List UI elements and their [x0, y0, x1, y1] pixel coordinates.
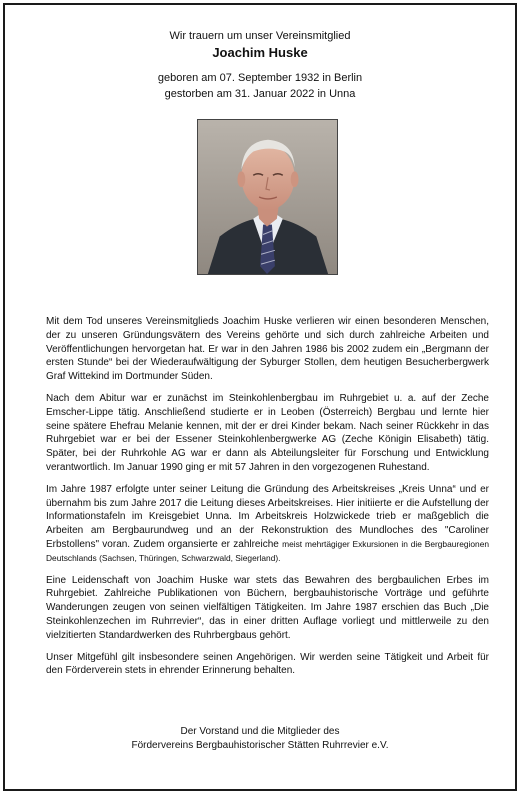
signature-line-1: Der Vorstand und die Mitglieder des: [180, 726, 340, 737]
portrait-illustration: [198, 120, 337, 274]
obituary-frame: [3, 3, 517, 791]
signature-line-2: Fördervereins Bergbauhistorischer Stätten Ruhrrevier e.V.: [131, 739, 389, 751]
paragraph-4: Eine Leidenschaft von Joachim Huske war stets das Bewahren des bergbaulichen Erbes im Ruhrgebiet. Zahlreiche Publikationen von Büchern, bergbauhistorische Vorträge und geführte Wanderungen zeugen von seinen vielfältigen Tätigkeiten. Im Jahre 1987 erschien das Buch „Die Steinkohlenzechen im Ruhrrevier“, das in einer dritten Auflage vorliegt und mittlerweile zu den vielzitierten Standardwerken des Ruhrbergbaus gehört.: [46, 574, 489, 641]
deceased-name: Joachim Huske: [212, 45, 308, 60]
paragraph-5: Unser Mitgefühl gilt insbesondere seinen Angehörigen. Wir werden seine Tätigkeit und Arbeit für den Förderverein stets in ehrender Erinnerung behalten.: [46, 651, 489, 677]
portrait-photo: [197, 119, 338, 275]
paragraph-3-small: meist mehrtägiger Exkursionen in die Bergbauregionen Deutschlands (Sachsen, Thüringen, Schwarzwald, Siegerland).: [46, 538, 490, 563]
intro-line: Wir trauern um unser Vereinsmitglied: [169, 30, 351, 42]
paragraph-2: Nach dem Abitur war er zunächst im Steinkohlenbergbau im Ruhrgebiet u. a. auf der Zeche Emscher-Lippe tätig. Anschließend studierte er in Leoben (Österreich) Bergbau und lernte hier seine spätere Ehefrau Melanie kennen, mit der er drei Kinder bekam. Nach seiner Rückkehr in das Ruhrgebiet war er bei der Essener Steinkohlenbergwerke AG (Zeche Königin Elisabeth) tätig. Später, bei der Ruhrkohle AG war er dann als Abteilungsleiter für Forschung und Entwicklung verantwortlich. Im Januar 1990 ging er mit 57 Jahren in den vorgezogenen Ruhestand.: [46, 392, 489, 473]
obituary-text: [46, 315, 489, 686]
signature: [5, 725, 515, 753]
paragraph-3-main: Im Jahre 1987 erfolgte unter seiner Leitung die Gründung des Arbeitskreises „Kreis Unna“ und er übernahm bis zum Jahre 2017 die Leitung dieses Arbeitskreises. Hier initiierte er die Aufstellung der Informationstafeln im Kreisgebiet Unna. Im Arbeitskreis Holzwickede trieb er maßgeblich die Arbeiten am Bergbaurundweg und an der Rekonstruktion des Mundloches des "Caroliner Erbstollens" voran. Zudem organsierte er zahlreiche: [46, 483, 489, 550]
death-line: gestorben am 31. Januar 2022 in Unna: [164, 88, 356, 100]
paragraph-3: [46, 483, 489, 566]
birth-line: geboren am 07. September 1932 in Berlin: [157, 72, 363, 84]
paragraph-1: Mit dem Tod unseres Vereinsmitglieds Joachim Huske verlieren wir einen besonderen Menschen, der zu unseren Gründungsvätern des Vereins gehörte und sich durch zahlreiche Arbeiten und Veröffentlichungen hervorgetan hat. Er war in den Jahren 1986 bis 2002 zudem ein „Bergmann der ersten Stunde“ bei der Wiederaufwältigung der Syburger Stollen, dem heutigen Besucherbergwerk Graf Wittekind im Dortmunder Süden.: [46, 316, 489, 383]
